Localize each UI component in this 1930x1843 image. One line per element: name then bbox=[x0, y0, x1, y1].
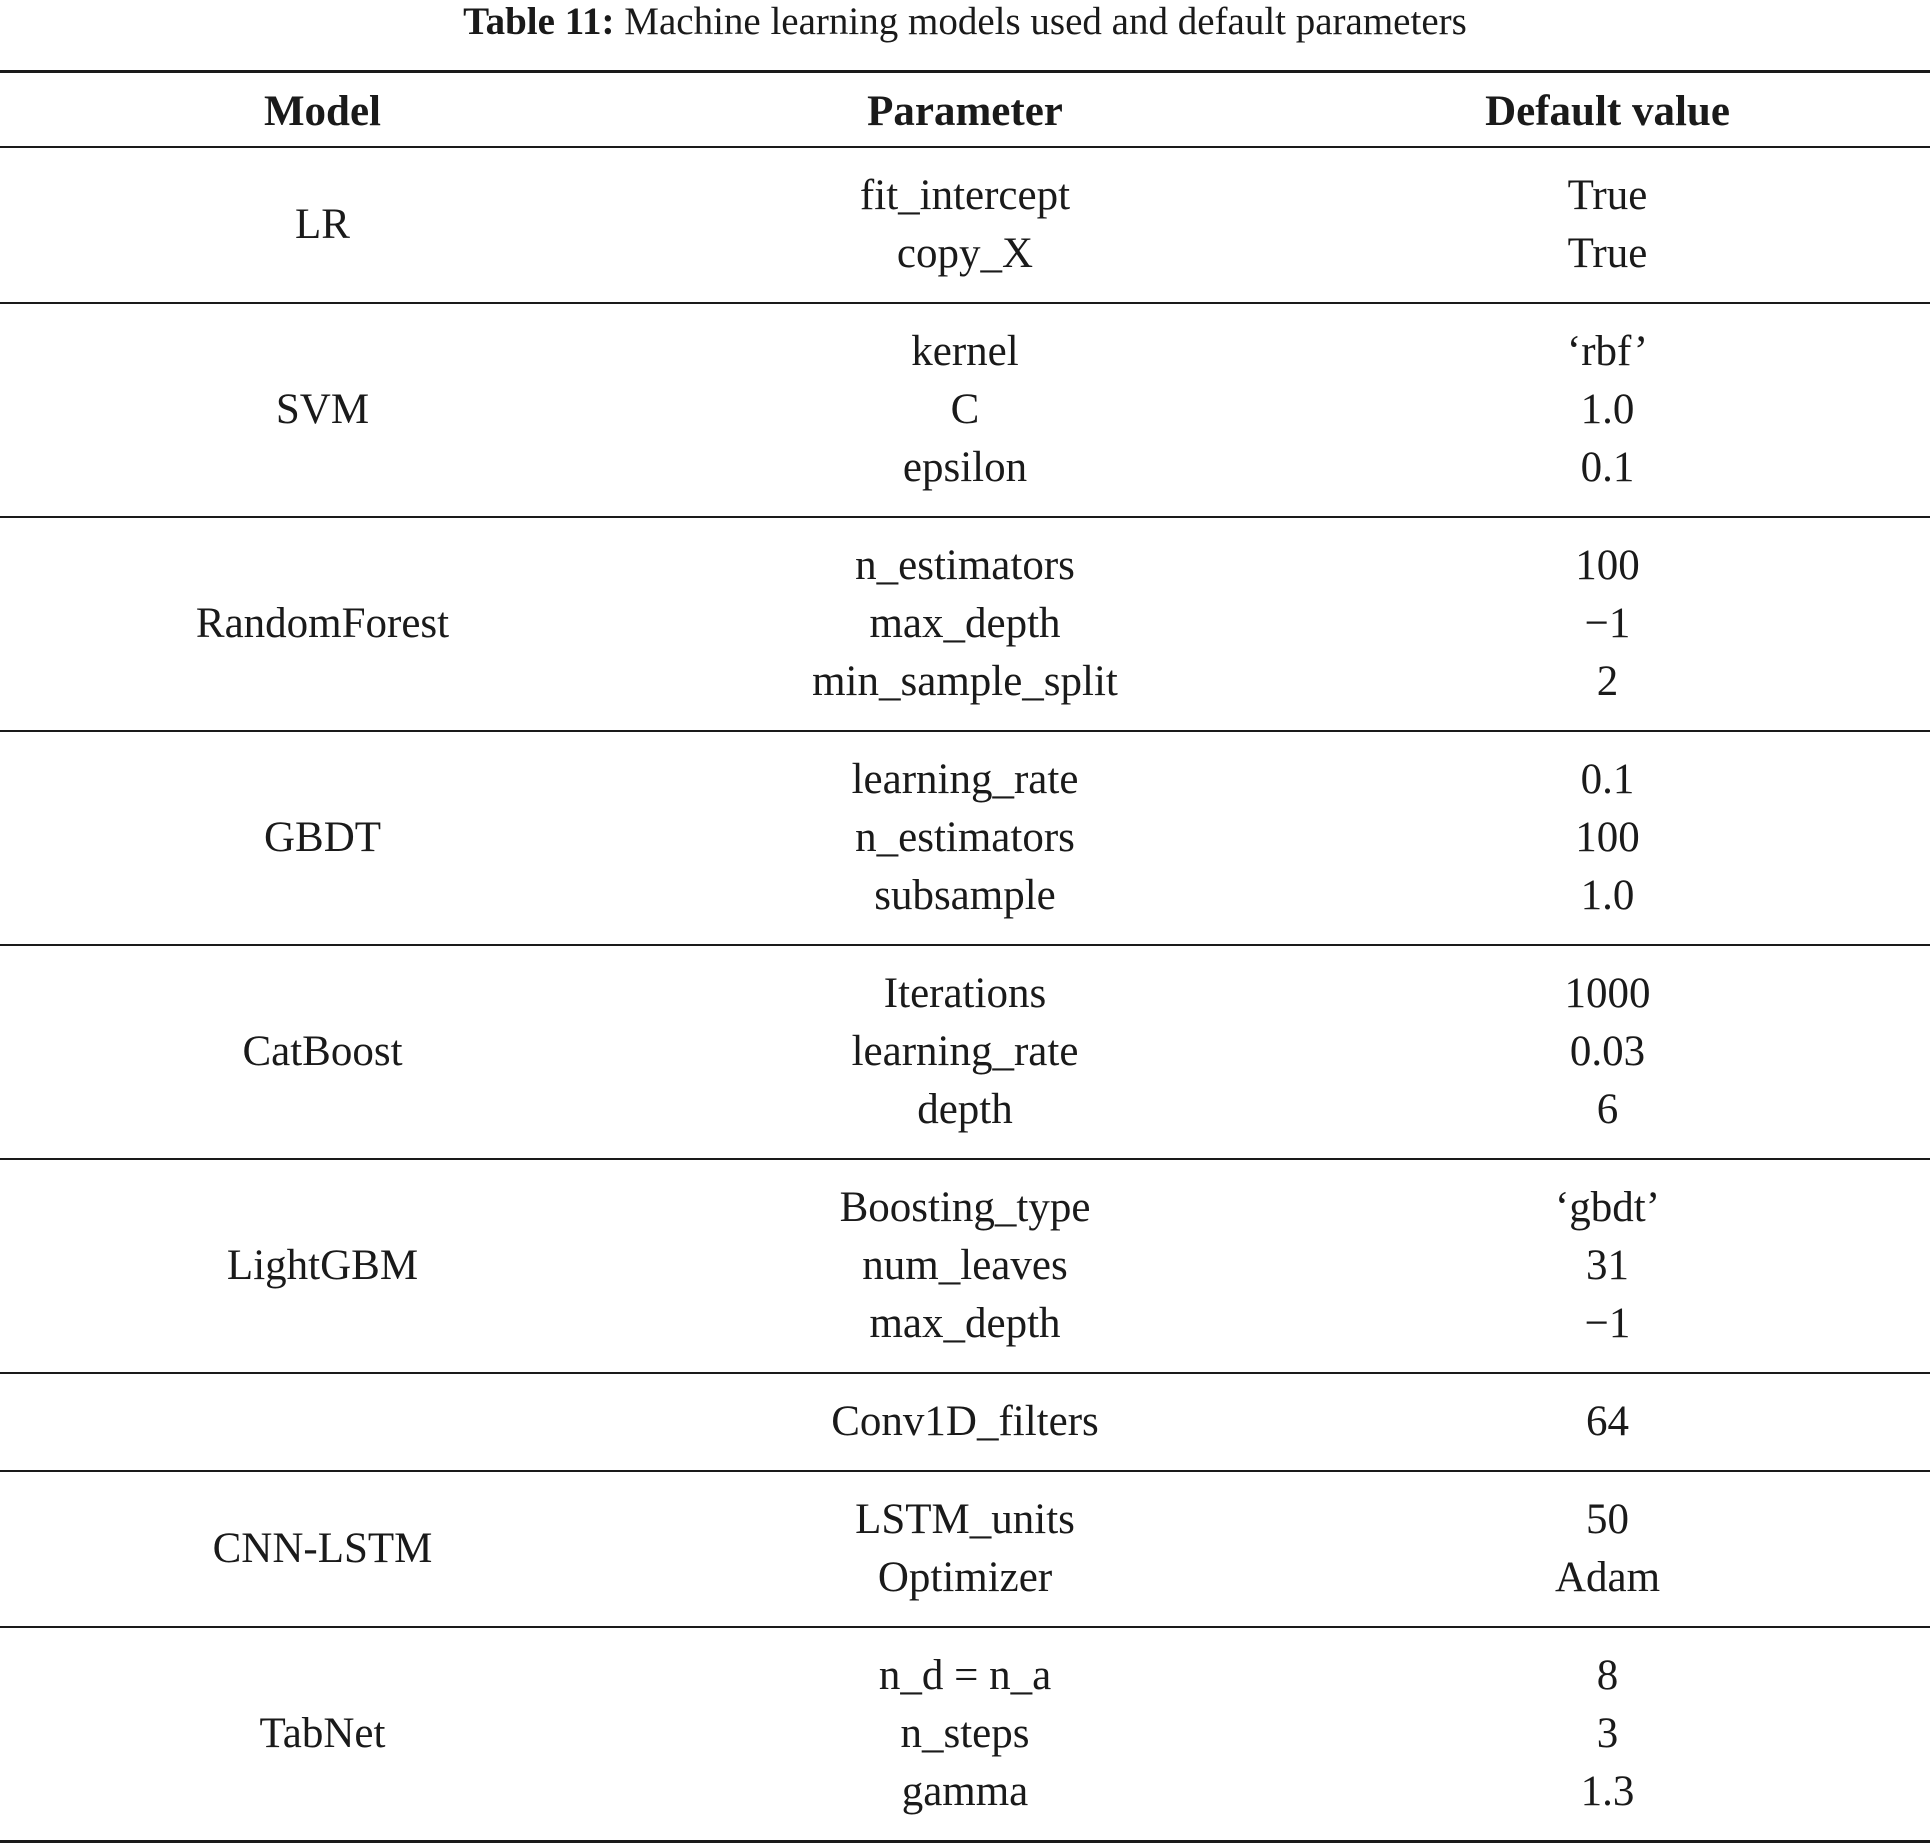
parameter-cell: Boosting_type bbox=[839, 1184, 1091, 1231]
parameter-cell: n_estimators bbox=[855, 814, 1075, 861]
group-rule bbox=[0, 1372, 1930, 1374]
parameter-cell: gamma bbox=[901, 1768, 1029, 1815]
parameter-cell: n_steps bbox=[900, 1710, 1030, 1757]
parameter-cell: max_depth bbox=[869, 600, 1061, 647]
parameter-cell: n_estimators bbox=[855, 542, 1075, 589]
model-cell: SVM bbox=[275, 386, 370, 433]
group-rule bbox=[0, 1158, 1930, 1160]
parameter-cell: max_depth bbox=[869, 1300, 1061, 1347]
default-value-cell: 1.0 bbox=[1580, 386, 1635, 433]
group-rule bbox=[0, 944, 1930, 946]
header-model: Model bbox=[263, 88, 382, 135]
model-cell: RandomForest bbox=[195, 600, 450, 647]
default-value-cell: 6 bbox=[1596, 1086, 1619, 1133]
default-value-cell: 1.0 bbox=[1580, 872, 1635, 919]
default-value-cell: ‘rbf’ bbox=[1566, 328, 1649, 375]
table-caption-text: Machine learning models used and default parameters bbox=[624, 0, 1467, 43]
default-value-cell: True bbox=[1567, 230, 1648, 277]
parameter-cell: n_d = n_a bbox=[878, 1652, 1052, 1699]
default-value-cell: 100 bbox=[1575, 542, 1640, 589]
parameter-cell: min_sample_split bbox=[812, 658, 1118, 705]
parameter-cell: fit_intercept bbox=[859, 172, 1071, 219]
model-cell bbox=[0, 1393, 645, 1451]
model-cell: CNN-LSTM bbox=[212, 1525, 433, 1572]
header-rule bbox=[0, 146, 1930, 148]
model-cell: LR bbox=[295, 201, 350, 248]
default-value-cell: 1000 bbox=[1564, 970, 1651, 1017]
group-rule bbox=[0, 730, 1930, 732]
default-value-cell: 2 bbox=[1596, 658, 1619, 705]
default-value-cell: True bbox=[1567, 172, 1648, 219]
parameter-cell: Iterations bbox=[883, 970, 1047, 1017]
default-value-cell: 0.1 bbox=[1580, 444, 1635, 491]
default-value-cell: −1 bbox=[1584, 600, 1631, 647]
group-rule bbox=[0, 1470, 1930, 1472]
model-cell: GBDT bbox=[263, 814, 382, 861]
parameter-cell: epsilon bbox=[902, 444, 1028, 491]
parameter-cell: subsample bbox=[874, 872, 1056, 919]
model-cell: TabNet bbox=[259, 1710, 386, 1757]
parameter-cell: learning_rate bbox=[851, 1028, 1079, 1075]
default-value-cell: 0.1 bbox=[1580, 756, 1635, 803]
parameter-cell: copy_X bbox=[896, 230, 1034, 277]
default-value-cell: 0.03 bbox=[1569, 1028, 1646, 1075]
parameter-cell: LSTM_units bbox=[855, 1496, 1075, 1543]
default-value-cell: 31 bbox=[1586, 1242, 1629, 1289]
table-caption bbox=[0, 0, 1930, 44]
default-value-cell: ‘gbdt’ bbox=[1554, 1184, 1661, 1231]
default-value-cell: 1.3 bbox=[1580, 1768, 1635, 1815]
default-value-cell: Adam bbox=[1554, 1554, 1661, 1601]
group-rule bbox=[0, 302, 1930, 304]
parameter-cell: learning_rate bbox=[851, 756, 1079, 803]
default-value-cell: 3 bbox=[1596, 1710, 1619, 1757]
model-cell: LightGBM bbox=[226, 1242, 419, 1289]
header-default-value: Default value bbox=[1485, 88, 1730, 135]
parameter-cell: kernel bbox=[911, 328, 1019, 375]
default-value-cell: 100 bbox=[1575, 814, 1640, 861]
default-value-cell: 64 bbox=[1586, 1398, 1629, 1445]
table-top-rule bbox=[0, 70, 1930, 73]
group-rule bbox=[0, 1626, 1930, 1628]
default-value-cell: 8 bbox=[1596, 1652, 1619, 1699]
default-value-cell: 50 bbox=[1586, 1496, 1629, 1543]
header-parameter: Parameter bbox=[867, 88, 1063, 135]
parameter-cell: Conv1D_filters bbox=[831, 1398, 1099, 1445]
parameter-cell: num_leaves bbox=[862, 1242, 1068, 1289]
table-caption-label: Table 11: bbox=[463, 0, 615, 43]
parameter-cell: depth bbox=[917, 1086, 1013, 1133]
parameter-cell: C bbox=[950, 386, 980, 433]
default-value-cell: −1 bbox=[1584, 1300, 1631, 1347]
group-rule bbox=[0, 516, 1930, 518]
parameter-cell: Optimizer bbox=[877, 1554, 1053, 1601]
model-cell: CatBoost bbox=[242, 1028, 403, 1075]
